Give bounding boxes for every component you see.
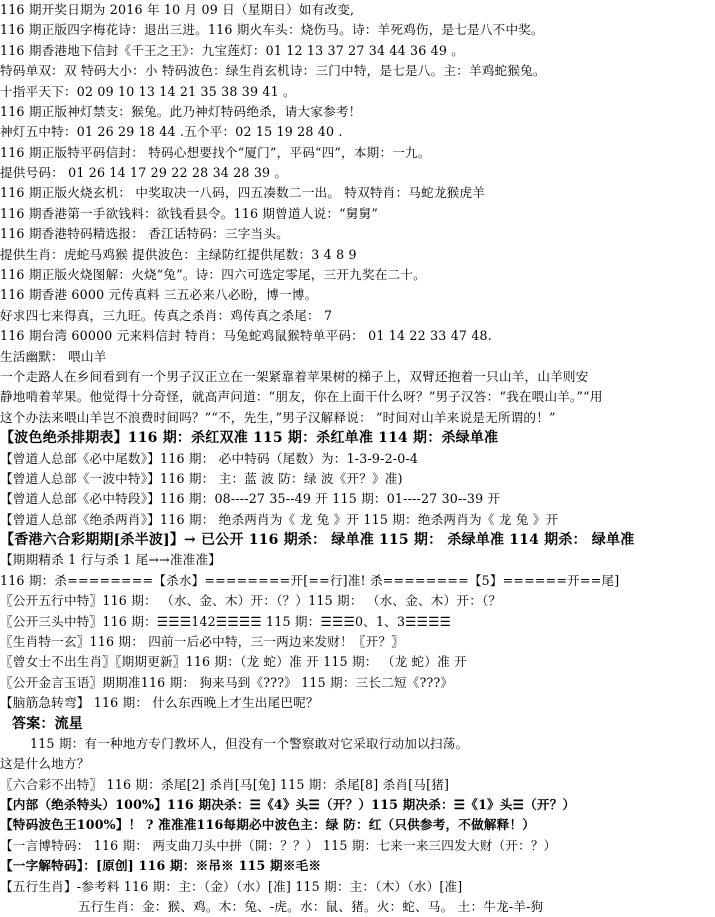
tail-numbers-line: 【曾道人总部《必中尾数》】116 期： 必中特码（尾数）为：1-3-9-2-0-4 (0, 451, 419, 466)
hk-envelope-line: 116 期香港地下信封《千王之王》：九宝莲灯：01 12 13 37 27 34 44 36 49 。 (0, 43, 465, 58)
ten-fingers-line: 十指平天下：02 09 10 13 14 21 35 38 39 41 。 (0, 84, 296, 99)
no-special-line: 〖六合彩不出特〗 116 期：杀尾[2] 杀肖[马[兔] 115 期：杀尾[8] 杀肖[马[猪] (0, 777, 450, 792)
plum-poem-line: 116 期正版四字梅花诗：退出三进。116 期火车头：烧伤马。诗：羊死鸡伤，是七是八不中奖。 (0, 22, 544, 37)
lamp-ban-line: 116 期正版神灯禁支：猴兔。此乃神灯特码绝杀，请大家参考！ (0, 104, 362, 119)
answer-line: 答案：流星 (12, 716, 83, 732)
fax-kill-line: 好求四七来得真，三九旺。传真之杀肖：鸡传真之杀尾： 7 (0, 308, 333, 323)
golden-words-line: 〖公开金言玉语〗期期准116 期： 狗来马到《???》 115 期：三长二短《???》 (0, 675, 454, 690)
flat-code-envelope-line: 116 期正版特平码信封： 特码心想要找个“厦门”，平码“四”，本期：一九。 (0, 145, 431, 160)
internal-kill-head-line: 【内部（绝杀特头）100%】116 期决杀：☰《4》头☰（开？）115 期决杀：☰《1》头☰（开？） (0, 797, 576, 812)
riddle-line: 115 期：有一种地方专门教坏人，但没有一个警察敢对它采取行动加以扫荡。 (30, 736, 469, 751)
hk-fax-line: 116 期香港 6000 元传真料 三五必来八必盼，博一博。 (0, 287, 318, 302)
provided-numbers-line: 提供号码： 01 26 14 17 29 22 28 34 28 39 。 (0, 165, 288, 180)
taiwan-envelope-line: 116 期台湾 60000 元来料信封 特肖：马兔蛇鸡鼠猴特单平码： 01 14 22 33 47 48. (0, 328, 492, 343)
five-elements-line: 〖公开五行中特〗116 期： （水、金、木）开：（？）115 期： （水、金、木）开：（？ (0, 593, 502, 608)
draw-date-line: 116 期开奖日期为 2016 年 10 月 09 日（星期日）如有改变, (0, 2, 355, 17)
humor-title-line: 生活幽默： 喂山羊 (0, 349, 107, 364)
half-wave-kill-line: 【香港六合彩期期[杀半波]】→ 已公开 116 期杀： 绿单准 115 期： 杀绿单准 114 期杀： 绿单准 (0, 532, 635, 548)
hk-selected-line: 116 期香港特码精选报： 香江话特码：三字当头。 (0, 226, 289, 241)
riddle-question-line: 这是什么地方？ (0, 756, 90, 771)
five-element-zodiac-line: 【五行生肖】-参考料 116 期：主：（金）（水）[准] 115 期：主：（木）（水）[准] (0, 879, 463, 894)
wave-king-line: 【特码波色王100%】！ ? 准准准116每期必中波色主：绿 防：红（只供参考，不做解释！） (0, 817, 536, 832)
one-char-decode-line: 【一字解特码】：[原创] 116 期：※吊※ 115 期※毛※ (0, 858, 322, 873)
fire-mystery-line: 116 期正版火烧玄机： 中奖取决一八码，四五凑数二一出。 特双特肖：马蛇龙猴虎羊 (0, 185, 486, 200)
three-heads-line: 〖公开三头中特〗116 期：☰☰☰142☰☰☰☰ 115 期：☰☰☰0、1、3☰☰☰☰ (0, 614, 452, 629)
provided-zodiac-line: 提供生肖：虎蛇马鸡猴 提供波色：主绿防红提供尾数：3 4 8 9 (0, 247, 357, 262)
one-word-bet-line: 【一言博特码： 116 期： 两支曲刀头中拼（開：？？） 115 期：七来一来三四发大财（开：？） (0, 838, 557, 853)
humor-story-line-1: 一个走路人在乡间看到有一个男子汉正立在一架紧靠着苹果树的梯子上，双臂还抱着一只山羊，山羊则安 (0, 369, 589, 384)
special-segment-line: 【曾道人总部《必中特段》】116 期：08----27 35--49 开 115 期：01----27 30--39 开 (0, 491, 501, 506)
zodiac-mystery-line: 〖生肖特一玄〗116 期： 四前一后必中特，三一两边来发财！〖开？〗 (0, 634, 405, 649)
brain-teaser-line: 【脑筋急转弯】 116 期： 什么东西晚上才生出尾巴呢？ (0, 695, 319, 710)
five-element-list-line: 五行生肖：金：猴、鸡。木：兔、-虎。水：鼠、猪。火：蛇、马。 土：牛龙-羊-狗 (78, 899, 544, 914)
humor-story-line-3: 这个办法来喂山羊岂不浪费时间吗？”“不，先生，”男子汉解释说： “时间对山羊来说是无所谓的！” (0, 410, 556, 425)
humor-story-line-2: 静地啃着苹果。他觉得十分奇怪，就高声问道：“朋友，你在上面干什么呀？”男子汉答：“我在喂山羊。”“用 (0, 389, 603, 404)
precise-kill-title-line: 【期期精杀 1 行与杀 1 尾→→准准准】 (0, 552, 222, 567)
madam-zeng-line: 〖曾女士不出生肖〗〖期期更新〗116 期：（龙 蛇）准 开 115 期： （龙 蛇）准 开 (0, 654, 467, 669)
hk-first-hand-line: 116 期香港第一手欲钱料：欲钱看县令。116 期曾道人说：“舅舅” (0, 206, 379, 221)
lamp-five-line: 神灯五中特：01 26 29 18 44 .五个平：02 15 19 28 40 . (0, 124, 343, 139)
precise-kill-line: 116 期：杀========【杀水】========开[==行]准! 杀========【5】======开==尾] (0, 573, 620, 588)
kill-two-zodiac-line: 【曾道人总部《绝杀两肖》】116 期： 绝杀两肖为《 龙 兔 》开 115 期：绝杀两肖为《 龙 兔 》开 (0, 512, 559, 527)
fire-diagram-line: 116 期正版火烧图解：火烧“兔”。诗：四六可选定零尾，三开九奖在二十。 (0, 267, 426, 282)
one-wave-line: 【曾道人总部《一波中特》】116 期： 主：蓝 波 防：绿 波《开？》准) (0, 471, 403, 486)
wave-kill-schedule-line: 【波色绝杀排期表】116 期：杀红双准 115 期：杀红单准 114 期：杀绿单准 (0, 430, 499, 446)
special-code-line: 特码单双：双 特码大小：小 特码波色：绿生肖玄机诗：三门中特，是七是八。主：羊鸡蛇猴兔。 (0, 63, 546, 78)
